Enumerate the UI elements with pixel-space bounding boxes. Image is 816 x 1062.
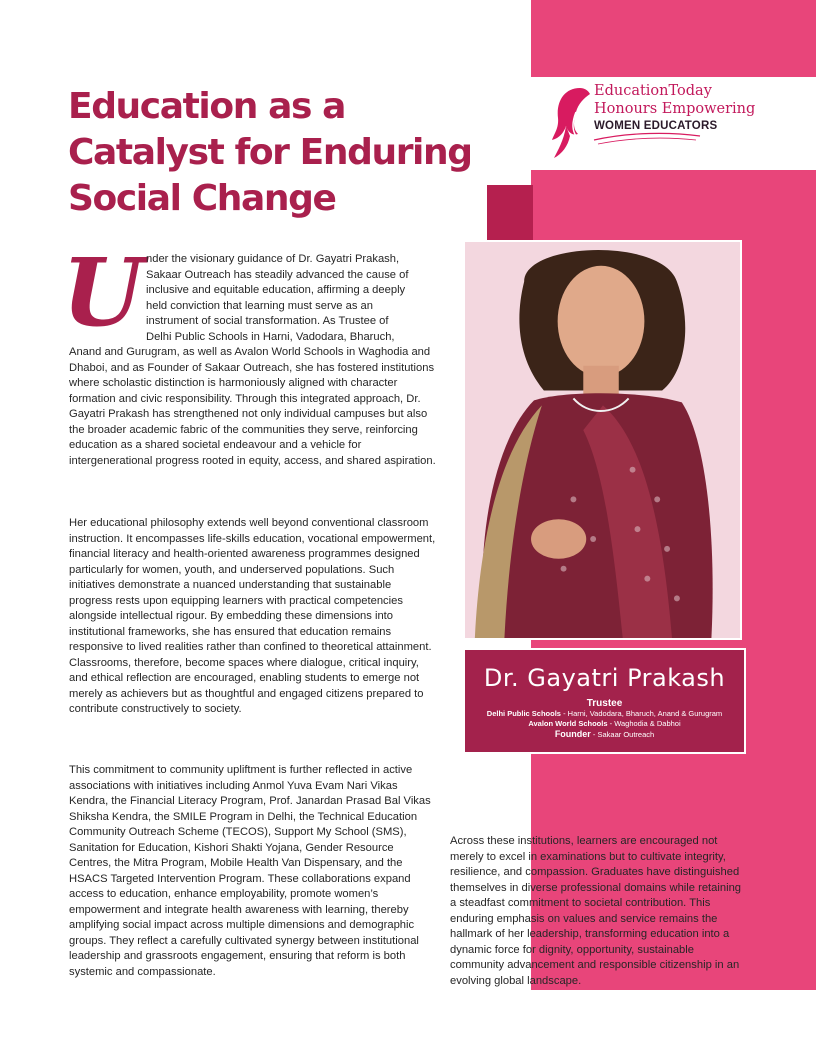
brand-logo xyxy=(550,82,780,162)
decor-pink-band-top xyxy=(531,0,816,77)
paragraph-1-intro xyxy=(146,252,436,345)
profile-line-dps xyxy=(465,709,744,719)
paragraph-1-line: nder the visionary guidance of Dr. Gayatri Prakash, xyxy=(146,253,400,265)
paragraph-1-line: Sakaar Outreach has steadily advanced the cause of xyxy=(146,268,409,281)
paragraph-2: Her educational philosophy extends well beyond conventional classroom instruction. It encompasses life-skills education, vocational empowerment, financial literacy and health-oriented awareness programmes designed particularly for women, youth, and underserved populations. Such initiatives demonstrate a nuanced understanding that sustainable progress rests upon equipping learners with practical competencies alongside intellectual rigour. By embedding these dimensions into institutional frameworks, she has ensured that education remains responsive to lived realities rather than confined to theoretical attainment. Classrooms, therefore, become spaces where dialogue, critical inquiry, and ethical reflection are encouraged, enabling students to emerge not merely as achievers but as thoughtful and engaged citizens prepared to contribute constructively to society. xyxy=(69,517,436,715)
paragraph-1-line: Delhi Public Schools in Harni, Vadodara, Bharuch, xyxy=(146,330,395,343)
profile-name: Dr. Gayatri Prakash xyxy=(483,664,726,692)
paragraph-3: This commitment to community upliftment is further reflected in active associations with initiatives including Anmol Yuva Evam Nari Vikas Kendra, the Financial Literacy Program, Prof. Janardan Prasad Bal Vikas Shiksha Kendra, the SMILE Program in Delhi, the Technical Education Community Outreach Scheme (TECOS), Support My School (SMS), Sanitation for Education, Kishori Shakti Yojana, Gender Resource Centres, the Mitra Program, Mobile Health Van Dispensary, and the HSACS Targeted Intervention Program. These collaborations expand access to education, enhance employability, promote women’s empowerment and integrate health awareness with learning, thereby amplifying social impact across multiple dimensions and demographic groups. They reflect a carefully cultivated synergy between institutional leadership and grassroots engagement, ensuring that reform is both systemic and compassionate. xyxy=(69,764,431,978)
brand-line-2: Honours Empowering xyxy=(594,101,756,117)
profile-line-avalon xyxy=(465,719,744,729)
paragraph-1-line: held conviction that learning must serve as an xyxy=(146,299,373,312)
profile-founder-label: Founder xyxy=(554,729,591,739)
profile-avalon-detail: - Waghodia & Dabhoi xyxy=(607,719,681,728)
paragraph-4: Across these institutions, learners are encouraged not merely to excel in examinations but to cultivate integrity, resilience, and compassion. Graduates have distinguished themselves in diverse professional domains while retaining a steadfast commitment to societal contribution. This enduring emphasis on values and service remains the hallmark of her leadership, transforming education into a dynamic force for dignity, opportunity, sustainable community advancement and responsible citizenship in an evolving global landscape. xyxy=(450,835,742,987)
profile-founder-detail: - Sakaar Outreach xyxy=(590,730,655,739)
woman-silhouette-icon xyxy=(550,82,594,162)
profile-dps-label: Delhi Public Schools xyxy=(486,709,561,718)
brand-line-3: WOMEN EDUCATORS xyxy=(594,120,718,132)
portrait-photo xyxy=(463,240,742,640)
profile-dps-detail: - Harni, Vadodara, Bharuch, Anand & Gurugram xyxy=(560,709,723,718)
profile-line-founder xyxy=(465,729,744,740)
drop-cap: U xyxy=(62,238,144,348)
article-title: Education as a Catalyst for Enduring Social Change xyxy=(68,86,472,219)
paragraph-1-body: Anand and Gurugram, as well as Avalon World Schools in Waghodia and Dhaboi, and as Founder of Sakaar Outreach, she has fostered institutions where scholastic distinction is harmoniously aligned with character formation and civic responsibility. Through this integrated approach, Dr. Gayatri Prakash has strengthened not only individual campuses but also the broader academic fabric of the communities they serve, reinforcing education as a shared societal endeavour and a vehicle for intergenerational progress rooted in equity, access, and shared aspiration. xyxy=(69,346,436,467)
brand-line-1: EducationToday xyxy=(594,83,712,99)
profile-avalon-label: Avalon World Schools xyxy=(528,719,608,728)
profile-card xyxy=(463,648,746,754)
paragraph-1-line: inclusive and equitable education, affirming a deeply xyxy=(146,284,406,296)
paragraph-1-line: instrument of social transformation. As Trustee of xyxy=(146,315,389,327)
profile-role: Trustee xyxy=(586,698,623,709)
portrait-illustration xyxy=(465,242,740,638)
